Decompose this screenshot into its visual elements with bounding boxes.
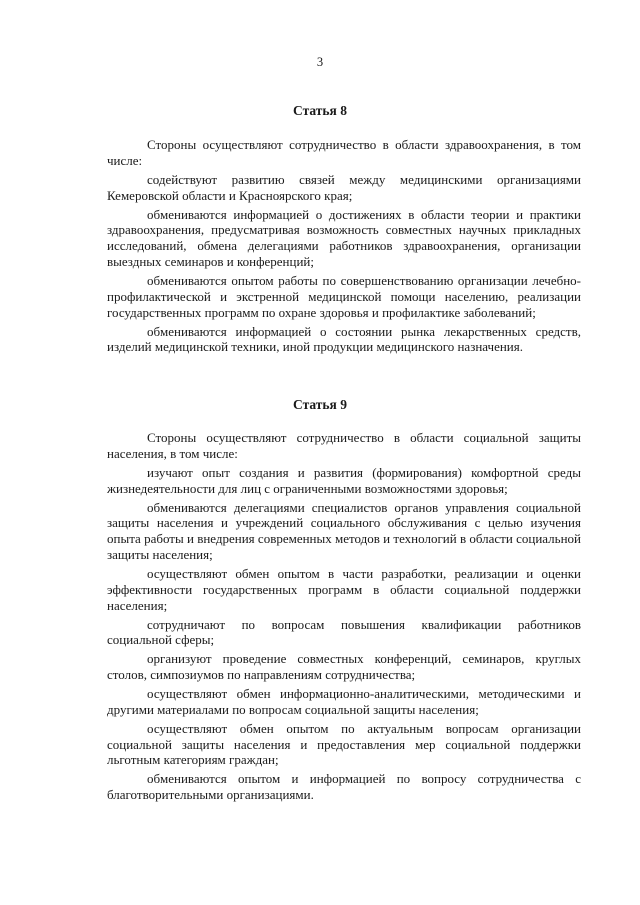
article-8-body <box>107 137 581 358</box>
article-9-paragraph: организуют проведение совместных конференций, семинаров, круглых столов, симпозиумов по направлениям сотрудничества; <box>107 651 581 683</box>
page-number: 3 <box>316 55 324 69</box>
article-9-paragraph: Стороны осуществляют сотрудничество в области социальной защиты населения, в том числе: <box>107 430 581 461</box>
article-9-paragraph: изучают опыт создания и развития (формирования) комфортной среды жизнедеятельности для лиц с ограниченными возможностями здоровья; <box>107 464 581 496</box>
article-9-body <box>107 430 581 806</box>
article-8-paragraph: Стороны осуществляют сотрудничество в области здравоохранения, в том числе: <box>107 137 581 168</box>
article-8-paragraph: обмениваются опытом работы по совершенствованию организации лечебно-профилактической и экстренной медицинской помощи населению, реализации государственных программ по охране здоровья и профилактике заболеваний; <box>107 272 581 320</box>
article-9-paragraph: сотрудничают по вопросам повышения квалификации работников социальной сферы; <box>107 616 581 648</box>
article-9-paragraph: обмениваются опытом и информацией по вопросу сотрудничества с благотворительными организациями. <box>107 771 581 803</box>
article-8-paragraph: обмениваются информацией о достижениях в области теории и практики здравоохранения, предусматривая возможность совместных научных прикладных исследований, обмена делегациями работников здравоохранения, организации выездных семинаров и конференций; <box>107 206 581 269</box>
article-9-paragraph: осуществляют обмен информационно-аналитическими, методическими и другими материалами по вопросам социальной защиты населения; <box>107 686 581 717</box>
article-9-title: Статья 9 <box>293 397 347 412</box>
article-8-paragraph: обмениваются информацией о состоянии рынка лекарственных средств, изделий медицинской техники, иной продукции медицинского назначения. <box>107 323 581 355</box>
article-8-title: Статья 8 <box>293 103 347 118</box>
article-9-paragraph: осуществляют обмен опытом в части разработки, реализации и оценки эффективности государственных программ в области социальной поддержки населения; <box>107 565 581 613</box>
article-9-paragraph: осуществляют обмен опытом по актуальным вопросам организации социальной защиты населения и предоставления мер социальной поддержки льготным категориям граждан; <box>107 720 581 768</box>
article-8-paragraph: содействуют развитию связей между медицинскими организациями Кемеровской области и Красноярского края; <box>107 171 581 203</box>
article-9-paragraph: обмениваются делегациями специалистов органов управления социальной защиты населения и учреждений социального обслуживания с целью изучения опыта работы и внедрения современных методов и технологий в области социальной защиты населения; <box>107 499 581 562</box>
